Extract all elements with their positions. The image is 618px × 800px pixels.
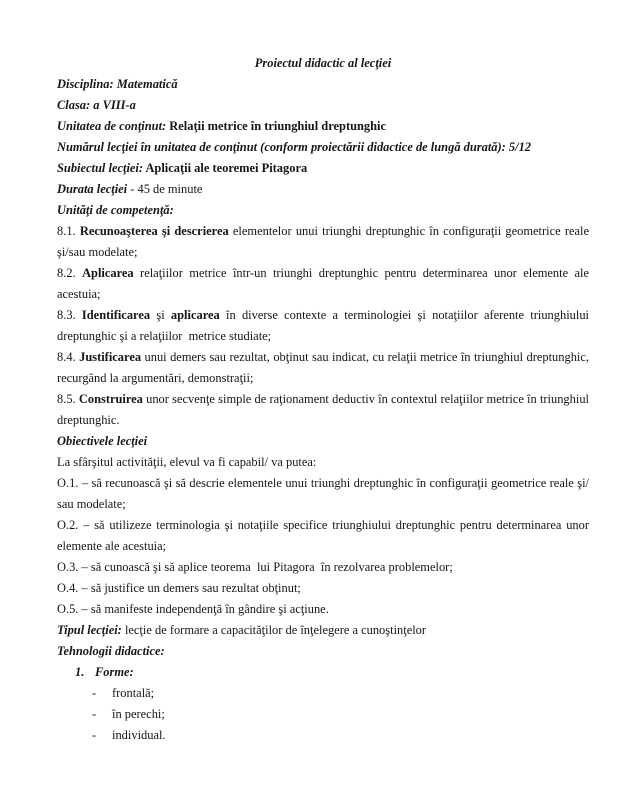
list-marker: - [92, 686, 97, 700]
text-segment: Unitatea de conţinut: [57, 119, 167, 133]
field-grade [57, 95, 589, 116]
objectives-intro [57, 452, 589, 473]
field-content-unit [57, 116, 589, 137]
text-segment: Proiectul didactic al lecţiei [254, 56, 392, 70]
objective-5 [57, 599, 589, 620]
lesson-type [57, 620, 589, 641]
text-segment: Durata lecţiei [57, 182, 128, 196]
competence-units-heading [57, 200, 589, 221]
text-segment: Clasa: a VIII-a [57, 98, 136, 112]
list-marker: 1. [75, 665, 85, 679]
text-segment: Subiectul lecţiei: [57, 161, 144, 175]
text-segment: O.1. – să recunoască şi să descrie elementele unui triunghi dreptunghic în configuraţii geometrice reale şi/ sau modelate; [57, 476, 593, 511]
list-marker: - [92, 707, 97, 721]
text-segment: unui demers sau rezultat, obţinut sau indicat, cu relaţii metrice în triunghiul dreptunghic, recurgând la argumentări, demonstraţii; [57, 350, 593, 385]
text-segment: Identificarea [81, 308, 151, 322]
form-item-individual [57, 725, 589, 746]
forms-list-heading [57, 662, 589, 683]
field-lesson-duration [57, 179, 589, 200]
competence-8-2 [57, 263, 593, 305]
competence-8-4 [57, 347, 593, 389]
text-segment: La sfârşitul activităţii, elevul va fi capabil/ va putea: [57, 455, 317, 469]
text-segment: 8.1. [57, 224, 80, 238]
text-segment: 8.4. [57, 350, 80, 364]
field-discipline [57, 74, 589, 95]
competence-8-3 [57, 305, 593, 347]
text-segment: frontală; [112, 686, 155, 700]
text-segment: 8.5. [57, 392, 79, 406]
list-marker: - [92, 728, 97, 742]
didactic-technologies-heading [57, 641, 589, 662]
text-segment: Recunoaşterea şi descrierea [79, 224, 229, 238]
objective-2 [57, 515, 593, 557]
objective-3 [57, 557, 589, 578]
text-segment: unor secvenţe simple de raţionament deductiv în contextul relaţiilor metrice în triunghiul dreptunghic. [57, 392, 593, 427]
objectives-heading [57, 431, 589, 452]
text-segment: lecţie de formare a capacităţilor de înţelegere a cunoştinţelor [121, 623, 427, 637]
text-segment: Construirea [78, 392, 143, 406]
text-segment: elementelor unui triunghi dreptunghic în configuraţii geometrice reale şi/sau modelate; [57, 224, 593, 259]
field-lesson-subject [57, 158, 589, 179]
text-segment: în diverse contexte a terminologiei şi notaţiilor aferente triunghiului dreptunghic şi a relaţiilor metrice studiate; [57, 308, 593, 343]
form-item-pairs [57, 704, 589, 725]
text-segment: Relaţii metrice în triunghiul dreptunghic [166, 119, 387, 133]
text-segment: Aplicaţii ale teoremei Pitagora [143, 161, 308, 175]
competence-8-5 [57, 389, 593, 431]
text-segment: Obiectivele lecţiei [57, 434, 148, 448]
text-segment: Tehnologii didactice: [57, 644, 165, 658]
form-item-frontal [57, 683, 589, 704]
competence-8-1 [57, 221, 593, 263]
text-segment: Justificarea [79, 350, 142, 364]
text-segment: individual. [112, 728, 166, 742]
text-segment: O.2. – să utilizeze terminologia şi notaţiile specifice triunghiului dreptunghic pentru determinarea unor elemente ale acestuia; [57, 518, 593, 553]
text-segment: şi [150, 308, 171, 322]
text-segment: Aplicarea [82, 266, 134, 280]
objective-4 [57, 578, 589, 599]
text-segment: Unităţi de competenţă: [57, 203, 174, 217]
objective-1 [57, 473, 593, 515]
text-segment: Tipul lecţiei: [57, 623, 122, 637]
text-segment: în perechi; [112, 707, 165, 721]
field-lesson-number [57, 137, 589, 158]
text-segment: O.4. – să justifice un demers sau rezultat obţinut; [57, 581, 301, 595]
text-segment: Numărul lecţiei în unitatea de conţinut (conform proiectării didactice de lungă durată): 5/12 [57, 140, 532, 154]
text-segment: O.3. – să cunoască şi să aplice teorema lui Pitagora în rezolvarea problemelor; [57, 560, 453, 574]
text-segment: relaţiilor metrice într-un triunghi dreptunghic pentru determinarea unor elemente ale acestuia; [57, 266, 593, 301]
text-segment: - 45 de minute [127, 182, 203, 196]
text-segment: aplicarea [170, 308, 220, 322]
text-segment: 8.2. [57, 266, 83, 280]
text-segment: Forme: [95, 665, 134, 679]
text-segment: 8.3. [57, 308, 82, 322]
text-segment: Disciplina: Matematică [57, 77, 178, 91]
doc-title [57, 53, 589, 74]
text-segment: O.5. – să manifeste independenţă în gândire şi acţiune. [57, 602, 329, 616]
